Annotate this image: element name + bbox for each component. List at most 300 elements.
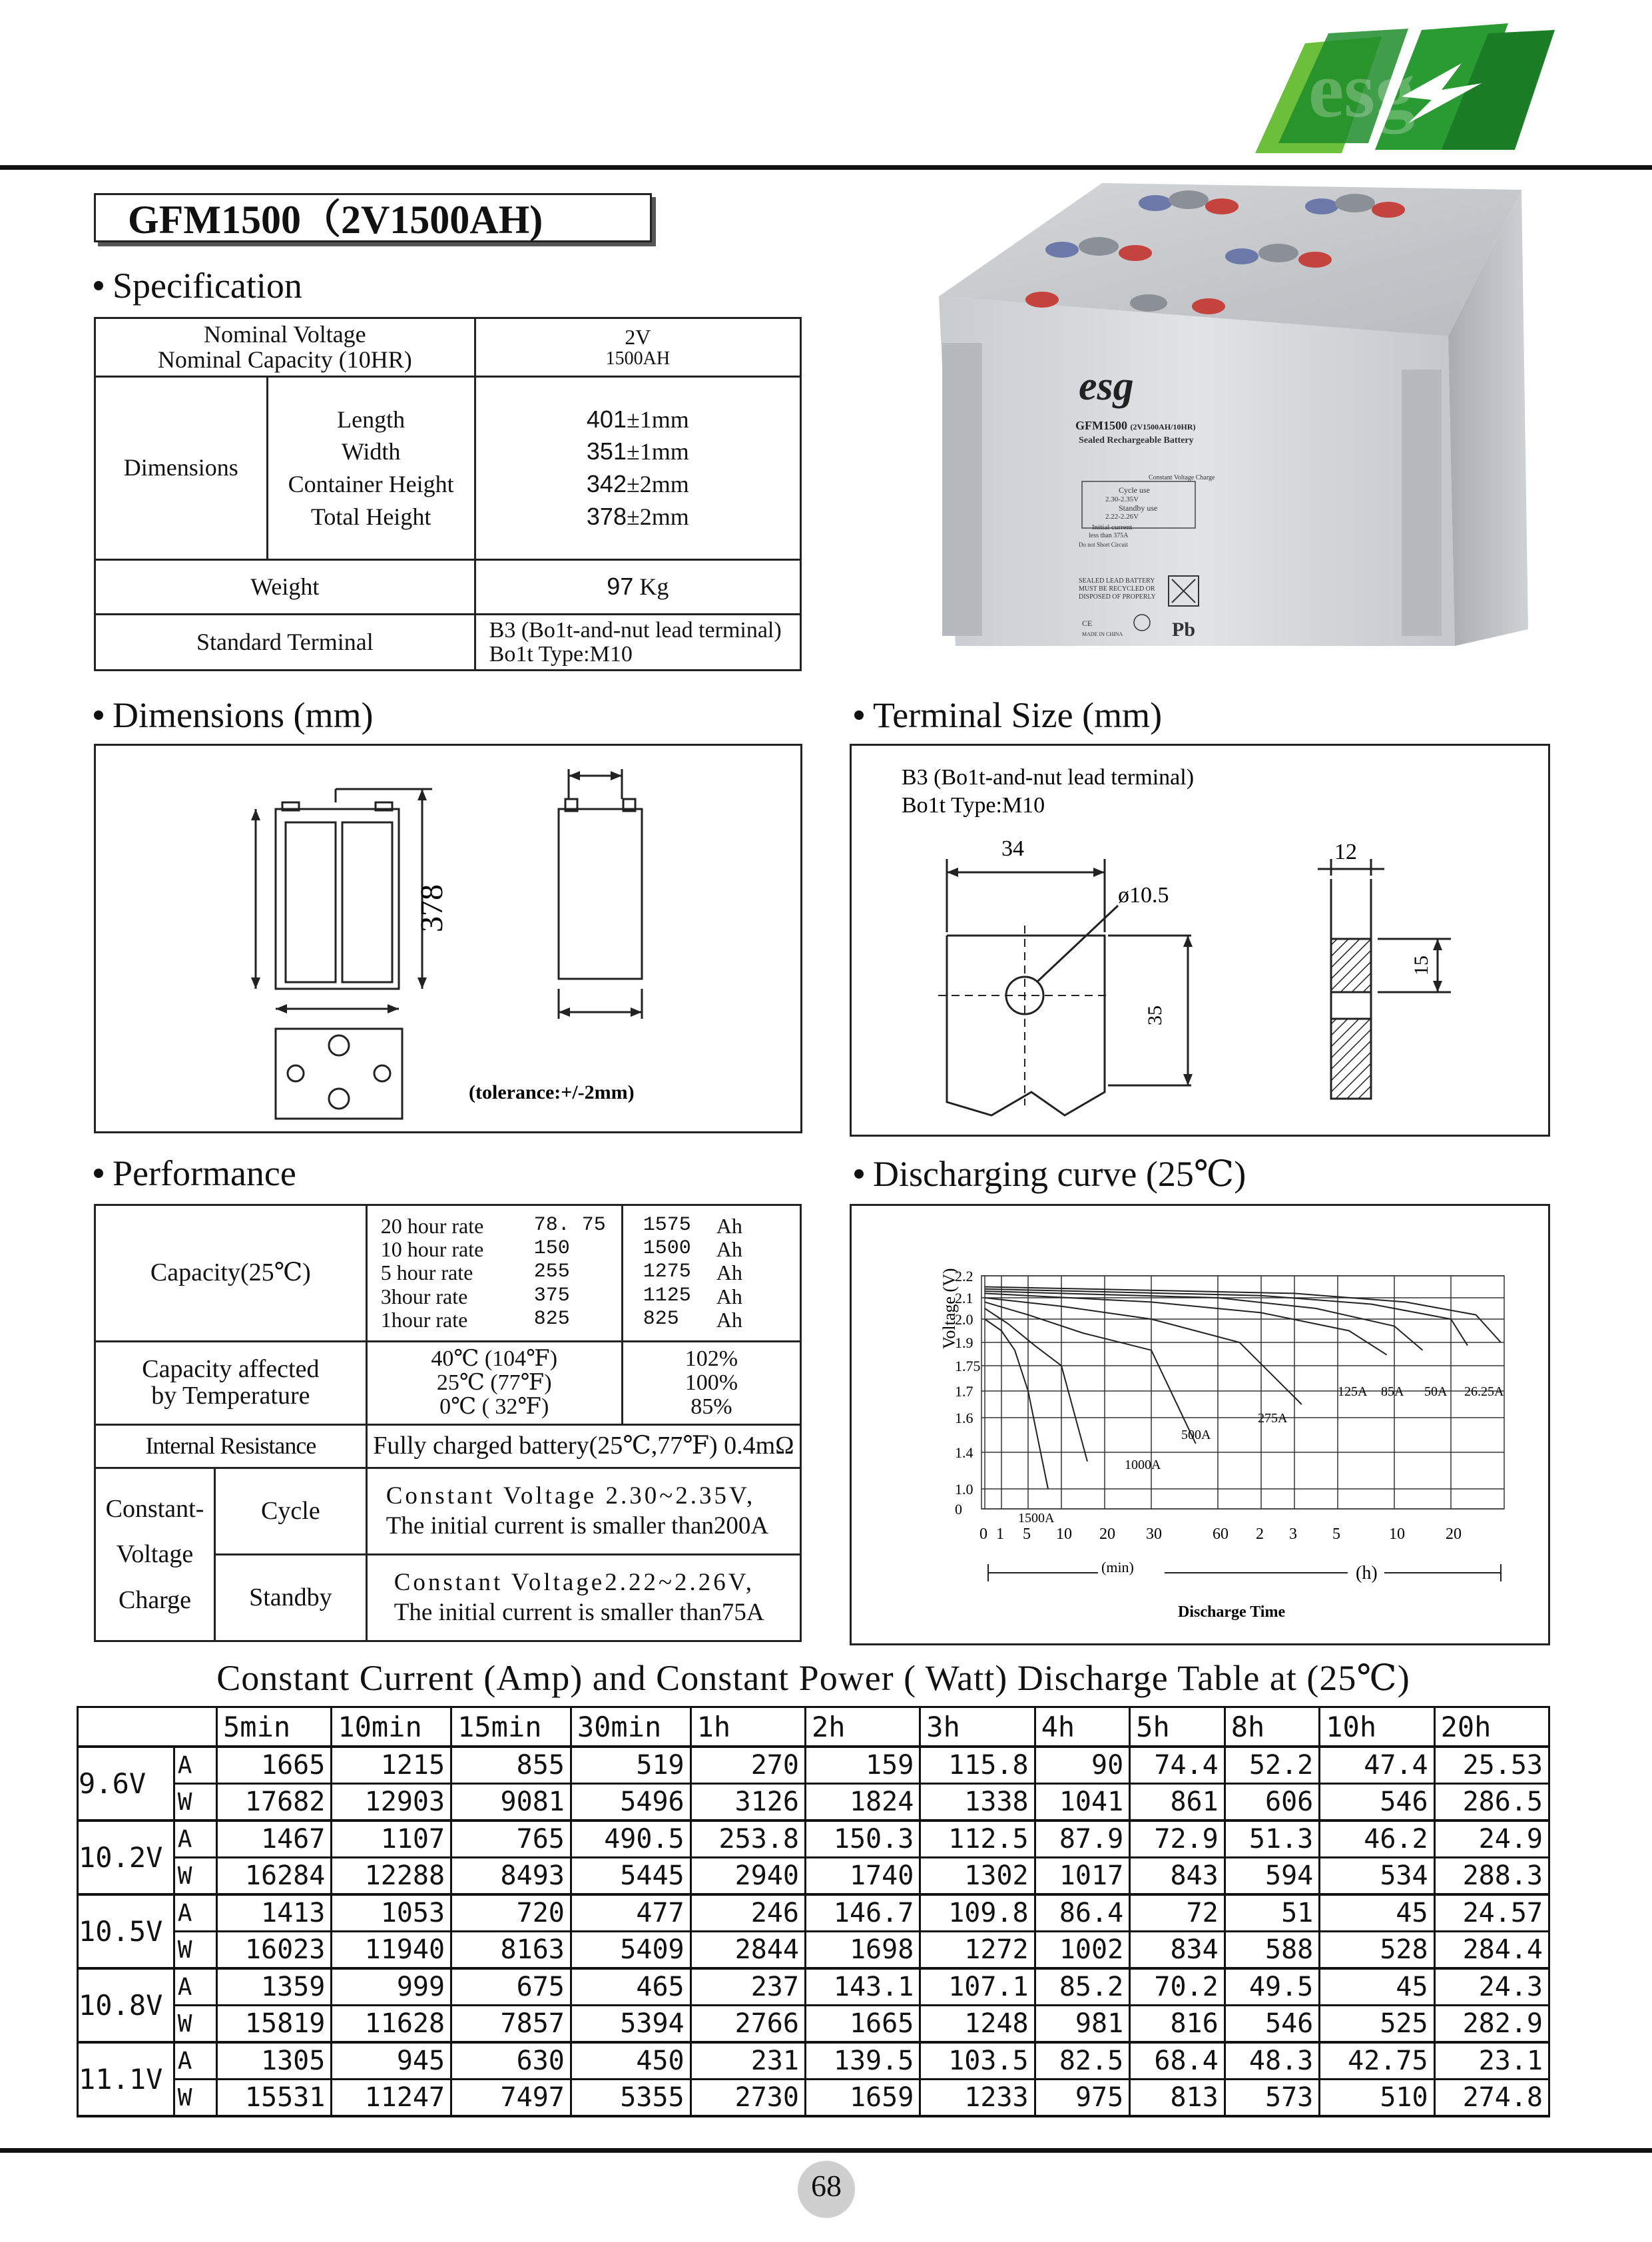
chart-xlabel: Discharge Time bbox=[1178, 1603, 1286, 1621]
table-row bbox=[78, 1858, 1549, 1895]
curve-label: 275A bbox=[1258, 1411, 1288, 1426]
table-row bbox=[78, 1968, 1549, 2006]
table-cell: 1665 bbox=[217, 1747, 332, 1784]
table-cell: 5409 bbox=[571, 1932, 690, 1969]
unit-label: W bbox=[174, 1932, 216, 1969]
terminal-drawing bbox=[852, 746, 1548, 1135]
table-cell: 25.53 bbox=[1434, 1747, 1549, 1784]
unit-label: A bbox=[174, 1821, 216, 1858]
battery-photo bbox=[929, 170, 1541, 646]
table-cell: 112.5 bbox=[920, 1821, 1035, 1858]
table-cell: 270 bbox=[690, 1747, 805, 1784]
bullet-icon bbox=[94, 1169, 103, 1178]
dim-total-height-label: Total Height bbox=[310, 503, 431, 530]
table-cell: 606 bbox=[1225, 1784, 1320, 1821]
table-cell: 109.8 bbox=[920, 1894, 1035, 1932]
curve-label: 50A bbox=[1424, 1384, 1448, 1399]
table-cell: 1467 bbox=[217, 1821, 332, 1858]
rate-row: 1hour rate 825 bbox=[380, 1307, 570, 1332]
table-cell: 253.8 bbox=[690, 1821, 805, 1858]
dim-length-value: 401±1mm bbox=[586, 405, 689, 433]
table-cell: 1215 bbox=[332, 1747, 451, 1784]
standby-line2: The initial current is smaller than75A bbox=[394, 1598, 764, 1626]
chart-xtick-label: 1 bbox=[996, 1526, 1004, 1543]
table-cell: 1665 bbox=[805, 2006, 920, 2043]
photo-warning-1: SEALED LEAD BATTERY bbox=[1079, 577, 1155, 585]
table-cell: 231 bbox=[690, 2042, 805, 2080]
bullet-icon bbox=[854, 1169, 864, 1179]
unit-label: A bbox=[174, 2042, 216, 2080]
table-column-header: 30min bbox=[571, 1707, 690, 1747]
nominal-voltage-value: 2V bbox=[625, 325, 651, 349]
weight-value: 97 Kg bbox=[475, 560, 800, 615]
chart-ytick-label: 2.2 bbox=[955, 1268, 973, 1284]
table-cell: 68.4 bbox=[1130, 2042, 1225, 2080]
cvc-label bbox=[95, 1468, 215, 1641]
table-cell: 16284 bbox=[217, 1858, 332, 1895]
table-cell: 630 bbox=[451, 2042, 571, 2080]
terminal-drawing-line2: Bo1t Type:M10 bbox=[902, 793, 1045, 818]
table-cell: 1248 bbox=[920, 2006, 1035, 2043]
table-cell: 834 bbox=[1130, 1932, 1225, 1969]
table-column-header: 1h bbox=[690, 1707, 805, 1747]
table-cell: 588 bbox=[1225, 1932, 1320, 1969]
table-cell: 7857 bbox=[451, 2006, 571, 2043]
discharge-table bbox=[77, 1706, 1550, 2117]
temp-percent bbox=[622, 1342, 800, 1425]
table-cell: 282.9 bbox=[1434, 2006, 1549, 2043]
table-row bbox=[78, 2042, 1549, 2080]
table-cell: 945 bbox=[332, 2042, 451, 2080]
chart-xtick-label: 3 bbox=[1289, 1526, 1297, 1543]
table-cell: 237 bbox=[690, 1968, 805, 2006]
table-cell: 107.1 bbox=[920, 1968, 1035, 2006]
table-cell: 274.8 bbox=[1434, 2080, 1549, 2117]
table-cell: 2844 bbox=[690, 1932, 805, 1969]
table-cell: 5394 bbox=[571, 2006, 690, 2043]
photo-charge-title: Constant Voltage Charge bbox=[1149, 474, 1215, 481]
nominal-capacity-label: Nominal Capacity (10HR) bbox=[157, 346, 412, 373]
chart-xtick-label: 10 bbox=[1389, 1526, 1405, 1543]
table-cell: 5496 bbox=[571, 1784, 690, 1821]
table-cell: 284.4 bbox=[1434, 1932, 1549, 1969]
curve-heading bbox=[854, 1153, 1246, 1195]
chart-xtick-label: 10 bbox=[1056, 1526, 1072, 1543]
table-cell: 87.9 bbox=[1035, 1821, 1130, 1858]
table-column-header: 3h bbox=[920, 1707, 1035, 1747]
table-cell: 8163 bbox=[451, 1932, 571, 1969]
terminal-w34: 34 bbox=[1001, 836, 1024, 861]
table-cell: 861 bbox=[1130, 1784, 1225, 1821]
bullet-icon bbox=[94, 281, 103, 290]
cycle-desc bbox=[366, 1468, 800, 1555]
temp-row: 40℃ (104℉) bbox=[431, 1346, 558, 1372]
table-cell: 490.5 bbox=[571, 1821, 690, 1858]
table-cell: 1053 bbox=[332, 1894, 451, 1932]
chart-ytick-label: 1.0 bbox=[955, 1481, 973, 1498]
photo-pb: Pb bbox=[1172, 619, 1196, 641]
table-cell: 288.3 bbox=[1434, 1858, 1549, 1895]
dim-total-height-value: 378±2mm bbox=[586, 502, 689, 530]
chart-xtick-label: 20 bbox=[1099, 1526, 1115, 1543]
rate-row: 20 hour rate 78. 75 bbox=[380, 1214, 606, 1239]
photo-warning-2: MUST BE RECYCLED OR bbox=[1079, 585, 1155, 593]
chart-xtick-label: 0 bbox=[979, 1526, 987, 1543]
table-cell: 85.2 bbox=[1035, 1968, 1130, 2006]
chart-xtick-label: 5 bbox=[1332, 1526, 1340, 1543]
bullet-icon bbox=[854, 710, 864, 720]
table-cell: 47.4 bbox=[1320, 1747, 1434, 1784]
unit-label: A bbox=[174, 1747, 216, 1784]
top-rule bbox=[0, 165, 1652, 170]
table-row bbox=[78, 2080, 1549, 2117]
dim-container-height-value: 342±2mm bbox=[586, 470, 689, 497]
photo-cycle-use: Cycle use bbox=[1119, 485, 1150, 495]
table-column-header: 4h bbox=[1035, 1707, 1130, 1747]
table-column-header: 8h bbox=[1225, 1707, 1320, 1747]
table-column-header: 5min bbox=[217, 1707, 332, 1747]
temp-row: 0℃ ( 32℉) bbox=[439, 1394, 549, 1419]
table-cell: 150.3 bbox=[805, 1821, 920, 1858]
nominal-values bbox=[475, 318, 800, 377]
performance-heading bbox=[94, 1153, 296, 1194]
table-cell: 816 bbox=[1130, 2006, 1225, 2043]
table-cell: 1017 bbox=[1035, 1858, 1130, 1895]
photo-initial-current: Initial current bbox=[1092, 523, 1133, 531]
photo-brand: esg bbox=[1079, 364, 1134, 409]
table-cell: 24.9 bbox=[1434, 1821, 1549, 1858]
performance-table bbox=[94, 1204, 802, 1642]
table-cell: 146.7 bbox=[805, 1894, 920, 1932]
spec-heading-text: Specification bbox=[113, 266, 302, 306]
ir-value: Fully charged battery(25℃,77℉) 0.4mΩ bbox=[366, 1425, 800, 1468]
photo-standby-values: 2.22-2.26V bbox=[1105, 513, 1139, 521]
unit-label: A bbox=[174, 1968, 216, 2006]
battery-illustration bbox=[929, 170, 1541, 646]
voltage-label: 10.5V bbox=[78, 1894, 174, 1968]
chart-ytick-label: 2.1 bbox=[955, 1290, 973, 1306]
curve-label: 1500A bbox=[1018, 1511, 1055, 1526]
dimensions-label: Dimensions bbox=[95, 377, 268, 560]
spec-heading bbox=[94, 265, 302, 306]
esg-logo bbox=[1242, 17, 1561, 156]
table-cell: 46.2 bbox=[1320, 1821, 1434, 1858]
table-cell: 1107 bbox=[332, 1821, 451, 1858]
table-cell: 103.5 bbox=[920, 2042, 1035, 2080]
table-cell: 2940 bbox=[690, 1858, 805, 1895]
photo-standby-use: Standby use bbox=[1119, 503, 1158, 513]
cycle-label: Cycle bbox=[215, 1468, 367, 1555]
temp-pct: 102% bbox=[685, 1346, 738, 1372]
table-cell: 2730 bbox=[690, 2080, 805, 2117]
table-cell: 510 bbox=[1320, 2080, 1434, 2117]
table-cell: 9081 bbox=[451, 1784, 571, 1821]
table-cell: 48.3 bbox=[1225, 2042, 1320, 2080]
table-cell: 1338 bbox=[920, 1784, 1035, 1821]
table-cell: 675 bbox=[451, 1968, 571, 2006]
table-cell: 534 bbox=[1320, 1858, 1434, 1895]
dim-height-label: 378 bbox=[414, 884, 449, 932]
unit-label: W bbox=[174, 2006, 216, 2043]
terminal-h15: 15 bbox=[1410, 956, 1432, 976]
photo-warning-3: DISPOSED OF PROPERLY bbox=[1079, 593, 1156, 601]
rate-row: 5 hour rate 255 bbox=[380, 1261, 570, 1285]
performance-heading-text: Performance bbox=[113, 1153, 296, 1193]
table-row bbox=[78, 2006, 1549, 2043]
weight-label: Weight bbox=[95, 560, 475, 615]
photo-short-circuit: Do not Short Circuit bbox=[1079, 541, 1128, 548]
chart-ytick-label: 2.0 bbox=[955, 1311, 973, 1328]
table-cell: 813 bbox=[1130, 2080, 1225, 2117]
rate-row: 10 hour rate 150 bbox=[380, 1237, 570, 1262]
table-cell: 16023 bbox=[217, 1932, 332, 1969]
voltage-label: 9.6V bbox=[78, 1747, 174, 1821]
terminal-heading-text: Terminal Size (mm) bbox=[873, 695, 1163, 735]
table-cell: 5445 bbox=[571, 1858, 690, 1895]
chart-unit-h: (h) bbox=[1356, 1563, 1378, 1583]
cycle-line2: The initial current is smaller than200A bbox=[386, 1512, 769, 1540]
temp-row: 25℃ (77℉) bbox=[436, 1370, 552, 1396]
curve-label: 500A bbox=[1181, 1428, 1211, 1442]
table-cell: 8493 bbox=[451, 1858, 571, 1895]
table-cell: 1002 bbox=[1035, 1932, 1130, 1969]
table-cell: 86.4 bbox=[1035, 1894, 1130, 1932]
cap-row: 1500 Ah bbox=[643, 1237, 742, 1262]
table-column-header: 10h bbox=[1320, 1707, 1434, 1747]
voltage-label: 10.2V bbox=[78, 1821, 174, 1894]
curve-box bbox=[850, 1204, 1550, 1645]
capacity-values bbox=[622, 1205, 800, 1342]
temp-pct: 100% bbox=[685, 1370, 738, 1396]
photo-cycle-values: 2.30-2.35V bbox=[1105, 495, 1139, 503]
table-cell: 70.2 bbox=[1130, 1968, 1225, 2006]
table-cell: 139.5 bbox=[805, 2042, 920, 2080]
table-cell: 45 bbox=[1320, 1894, 1434, 1932]
table-cell: 528 bbox=[1320, 1932, 1434, 1969]
table-cell: 843 bbox=[1130, 1858, 1225, 1895]
ce-mark: CE bbox=[1082, 619, 1093, 628]
curve-85A bbox=[985, 1291, 1423, 1350]
table-cell: 5355 bbox=[571, 2080, 690, 2117]
table-cell: 720 bbox=[451, 1894, 571, 1932]
curve-label: 125A bbox=[1338, 1384, 1368, 1399]
table-cell: 72 bbox=[1130, 1894, 1225, 1932]
temp-values bbox=[366, 1342, 622, 1425]
curve-label: 85A bbox=[1381, 1384, 1404, 1399]
table-cell: 981 bbox=[1035, 2006, 1130, 2043]
table-cell: 477 bbox=[571, 1894, 690, 1932]
chart-xtick-label: 2 bbox=[1256, 1526, 1264, 1543]
unit-label: W bbox=[174, 1858, 216, 1895]
nominal-voltage-label: Nominal Voltage bbox=[204, 320, 366, 348]
tolerance-note: (tolerance:+/-2mm) bbox=[469, 1081, 635, 1103]
table-cell: 74.4 bbox=[1130, 1747, 1225, 1784]
table-cell: 1305 bbox=[217, 2042, 332, 2080]
table-cell: 765 bbox=[451, 1821, 571, 1858]
table-cell: 573 bbox=[1225, 2080, 1320, 2117]
table-column-header: 5h bbox=[1130, 1707, 1225, 1747]
dimensions-heading-text: Dimensions (mm) bbox=[113, 695, 374, 735]
curve-500A bbox=[985, 1302, 1196, 1444]
table-cell: 23.1 bbox=[1434, 2042, 1549, 2080]
ir-label: Internal Resistance bbox=[95, 1425, 367, 1468]
table-cell: 11940 bbox=[332, 1932, 451, 1969]
logo-text: esg bbox=[1308, 45, 1415, 134]
cap-row: 1575 Ah bbox=[643, 1214, 742, 1239]
table-cell: 1698 bbox=[805, 1932, 920, 1969]
cvc-line: Voltage bbox=[116, 1540, 194, 1569]
cap-row: 825 Ah bbox=[643, 1307, 742, 1332]
table-cell: 465 bbox=[571, 1968, 690, 2006]
table-cell: 1041 bbox=[1035, 1784, 1130, 1821]
terminal-drawing-line1: B3 (Bo1t-and-nut lead terminal) bbox=[902, 765, 1195, 790]
discharge-table-title: Constant Current (Amp) and Constant Power ( Watt) Discharge Table at (25℃) bbox=[216, 1658, 1410, 1698]
chart-ytick-label: 1.75 bbox=[955, 1358, 981, 1374]
table-cell: 594 bbox=[1225, 1858, 1320, 1895]
terminal-w12: 12 bbox=[1334, 840, 1357, 864]
table-cell: 546 bbox=[1225, 2006, 1320, 2043]
standby-label: Standby bbox=[215, 1555, 367, 1641]
table-cell: 24.3 bbox=[1434, 1968, 1549, 2006]
discharge-chart bbox=[852, 1206, 1548, 1643]
table-cell: 15531 bbox=[217, 2080, 332, 2117]
curve-heading-text: Discharging curve (25℃) bbox=[873, 1154, 1246, 1194]
capacity-label: Capacity(25℃) bbox=[95, 1205, 367, 1342]
table-cell: 525 bbox=[1320, 2006, 1434, 2043]
dim-container-height-label: Container Height bbox=[288, 471, 454, 497]
cycle-line1: Constant Voltage 2.30~2.35V, bbox=[386, 1482, 756, 1510]
curve-label: 26.25A bbox=[1464, 1384, 1504, 1399]
table-cell: 975 bbox=[1035, 2080, 1130, 2117]
terminal-diameter: ø10.5 bbox=[1118, 883, 1169, 908]
table-corner bbox=[78, 1707, 217, 1747]
chart-ytick-label: 1.7 bbox=[955, 1383, 973, 1400]
table-cell: 3126 bbox=[690, 1784, 805, 1821]
table-cell: 855 bbox=[451, 1747, 571, 1784]
table-column-header: 15min bbox=[451, 1707, 571, 1747]
table-cell: 82.5 bbox=[1035, 2042, 1130, 2080]
table-cell: 49.5 bbox=[1225, 1968, 1320, 2006]
curve-1500A bbox=[985, 1319, 1048, 1489]
cvc-line: Constant- bbox=[105, 1494, 204, 1523]
chart-xtick-label: 60 bbox=[1213, 1526, 1229, 1543]
table-column-header: 2h bbox=[805, 1707, 920, 1747]
chart-xtick-label: 30 bbox=[1146, 1526, 1162, 1543]
cvc-line: Charge bbox=[118, 1585, 192, 1614]
dimension-names bbox=[267, 377, 475, 560]
temp-pct: 85% bbox=[690, 1394, 732, 1419]
temp-label-1: Capacity affected bbox=[142, 1355, 320, 1384]
terminal-value bbox=[475, 615, 800, 671]
product-title: GFM1500（2V1500AH) bbox=[94, 193, 652, 242]
terminal-drawing-box bbox=[850, 744, 1550, 1137]
voltage-label: 10.8V bbox=[78, 1968, 174, 2042]
cap-row: 1125 Ah bbox=[643, 1284, 742, 1308]
rate-row: 3hour rate 375 bbox=[380, 1284, 570, 1308]
dim-length-label: Length bbox=[337, 406, 406, 433]
temp-label-2: by Temperature bbox=[151, 1382, 310, 1410]
table-cell: 7497 bbox=[451, 2080, 571, 2117]
table-cell: 1740 bbox=[805, 1858, 920, 1895]
table-cell: 546 bbox=[1320, 1784, 1434, 1821]
table-row bbox=[78, 1821, 1549, 1858]
table-cell: 90 bbox=[1035, 1747, 1130, 1784]
table-cell: 246 bbox=[690, 1894, 805, 1932]
table-cell: 1659 bbox=[805, 2080, 920, 2117]
bullet-icon bbox=[94, 710, 103, 720]
standby-desc bbox=[366, 1555, 800, 1641]
table-cell: 2766 bbox=[690, 2006, 805, 2043]
terminal-heading bbox=[854, 695, 1162, 736]
table-cell: 12903 bbox=[332, 1784, 451, 1821]
photo-initial-current-value: less than 375A bbox=[1089, 532, 1129, 539]
spec-table bbox=[94, 317, 802, 671]
curve-275A bbox=[985, 1298, 1302, 1404]
unit-label: W bbox=[174, 1784, 216, 1821]
dimensions-heading bbox=[94, 695, 373, 736]
terminal-label: Standard Terminal bbox=[95, 615, 475, 671]
dimensions-drawing bbox=[96, 746, 800, 1131]
dim-width-label: Width bbox=[341, 438, 401, 465]
voltage-label: 11.1V bbox=[78, 2042, 174, 2116]
table-column-header: 20h bbox=[1434, 1707, 1549, 1747]
curve-label: 1000A bbox=[1125, 1458, 1161, 1472]
dimensions-drawing-box bbox=[94, 744, 802, 1133]
bottom-rule bbox=[0, 2148, 1652, 2153]
table-row bbox=[78, 1747, 1549, 1784]
capacity-rates bbox=[366, 1205, 622, 1342]
table-row bbox=[78, 1784, 1549, 1821]
table-row bbox=[78, 1894, 1549, 1932]
photo-subtitle: Sealed Rechargeable Battery bbox=[1079, 435, 1194, 445]
photo-made-in: MADE IN CHINA bbox=[1082, 631, 1123, 637]
table-cell: 24.57 bbox=[1434, 1894, 1549, 1932]
nominal-labels bbox=[95, 318, 475, 377]
curve-125A bbox=[985, 1293, 1387, 1354]
page-number: 68 bbox=[811, 2169, 842, 2203]
chart-ytick-label: 1.4 bbox=[955, 1444, 973, 1461]
table-row bbox=[78, 1932, 1549, 1969]
terminal-h35: 35 bbox=[1144, 1005, 1166, 1025]
table-cell: 11247 bbox=[332, 2080, 451, 2117]
table-cell: 1824 bbox=[805, 1784, 920, 1821]
table-cell: 159 bbox=[805, 1747, 920, 1784]
chart-ytick-label: 1.6 bbox=[955, 1410, 973, 1426]
table-cell: 286.5 bbox=[1434, 1784, 1549, 1821]
dimension-values bbox=[475, 377, 800, 560]
table-cell: 45 bbox=[1320, 1968, 1434, 2006]
temp-label bbox=[95, 1342, 367, 1425]
table-cell: 12288 bbox=[332, 1858, 451, 1895]
terminal-line2: Bo1t Type:M10 bbox=[489, 641, 633, 667]
dim-width-value: 351±1mm bbox=[586, 437, 689, 465]
table-cell: 51.3 bbox=[1225, 1821, 1320, 1858]
table-cell: 17682 bbox=[217, 1784, 332, 1821]
table-cell: 1272 bbox=[920, 1932, 1035, 1969]
chart-ytick-label: 0 bbox=[955, 1501, 962, 1518]
unit-label: W bbox=[174, 2080, 216, 2117]
terminal-line1: B3 (Bo1t-and-nut lead terminal) bbox=[489, 617, 782, 643]
table-cell: 519 bbox=[571, 1747, 690, 1784]
table-column-header: 10min bbox=[332, 1707, 451, 1747]
curve-1000A bbox=[985, 1308, 1087, 1462]
standby-line1: Constant Voltage2.22~2.26V, bbox=[394, 1569, 754, 1597]
table-cell: 143.1 bbox=[805, 1968, 920, 2006]
table-cell: 52.2 bbox=[1225, 1747, 1320, 1784]
table-cell: 1359 bbox=[217, 1968, 332, 2006]
table-cell: 1233 bbox=[920, 2080, 1035, 2117]
table-cell: 999 bbox=[332, 1968, 451, 2006]
